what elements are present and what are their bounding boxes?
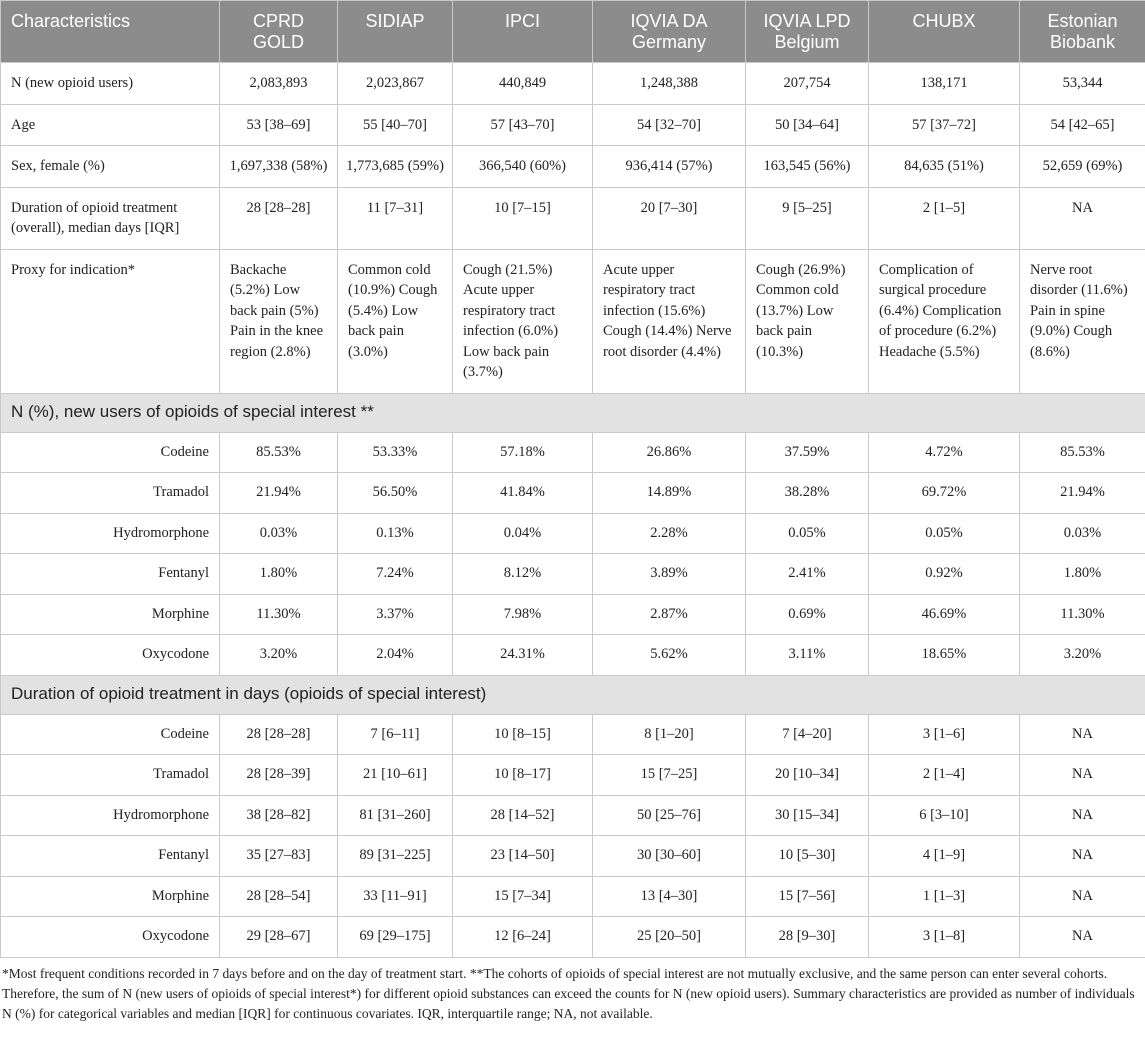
table-cell: 1,248,388: [593, 63, 746, 105]
table-cell: 38 [28–82]: [220, 795, 338, 836]
table-cell: 28 [28–39]: [220, 755, 338, 796]
table-cell: 7.98%: [453, 594, 593, 635]
row-label: Sex, female (%): [1, 146, 220, 188]
table-cell: 56.50%: [338, 473, 453, 514]
row-label: Codeine: [1, 432, 220, 473]
table-cell: 3.37%: [338, 594, 453, 635]
table-cell: 1.80%: [220, 554, 338, 595]
table-row: [1, 187, 1145, 249]
table-cell: 18.65%: [869, 635, 1020, 676]
table-cell: 52,659 (69%): [1020, 146, 1145, 188]
table-cell: 1.80%: [1020, 554, 1145, 595]
table-row-proxy-indication: [1, 249, 1145, 393]
table-cell: NA: [1020, 836, 1145, 877]
header-iqvia-lpd-belgium: IQVIA LPD Belgium: [746, 1, 869, 63]
table-cell: Acute upper respiratory tract infection (15.6%) Cough (14.4%) Nerve root disorder (4.4%): [593, 249, 746, 393]
table-cell: 57 [43–70]: [453, 104, 593, 146]
row-label: Proxy for indication*: [1, 249, 220, 393]
table-cell: 11.30%: [1020, 594, 1145, 635]
section-title: Duration of opioid treatment in days (opioids of special interest): [1, 675, 1145, 714]
table-cell: 2.28%: [593, 513, 746, 554]
table-cell: Cough (21.5%) Acute upper respiratory tract infection (6.0%) Low back pain (3.7%): [453, 249, 593, 393]
table-cell: Complication of surgical procedure (6.4%) Complication of procedure (6.2%) Headache (5.5%): [869, 249, 1020, 393]
table-cell: 14.89%: [593, 473, 746, 514]
table-cell: 85.53%: [220, 432, 338, 473]
table-cell: 3 [1–6]: [869, 714, 1020, 755]
table-cell: 440,849: [453, 63, 593, 105]
table-cell: 138,171: [869, 63, 1020, 105]
table-cell: 30 [15–34]: [746, 795, 869, 836]
table-cell: Common cold (10.9%) Cough (5.4%) Low back pain (3.0%): [338, 249, 453, 393]
table-cell: 4.72%: [869, 432, 1020, 473]
header-chubx: CHUBX: [869, 1, 1020, 63]
row-label: Oxycodone: [1, 917, 220, 958]
table-cell: 1,773,685 (59%): [338, 146, 453, 188]
table-cell: 4 [1–9]: [869, 836, 1020, 877]
row-label: Age: [1, 104, 220, 146]
table-cell: 0.04%: [453, 513, 593, 554]
row-label: Tramadol: [1, 473, 220, 514]
row-label: Oxycodone: [1, 635, 220, 676]
table-cell: NA: [1020, 187, 1145, 249]
table-cell: 38.28%: [746, 473, 869, 514]
row-label: Morphine: [1, 594, 220, 635]
table-row: [1, 836, 1145, 877]
table-row: [1, 146, 1145, 188]
table-cell: 69 [29–175]: [338, 917, 453, 958]
table-cell: 20 [7–30]: [593, 187, 746, 249]
table-cell: 50 [34–64]: [746, 104, 869, 146]
table-cell: 21.94%: [220, 473, 338, 514]
table-cell: Backache (5.2%) Low back pain (5%) Pain in the knee region (2.8%): [220, 249, 338, 393]
table-cell: 7.24%: [338, 554, 453, 595]
table-cell: 10 [7–15]: [453, 187, 593, 249]
table-cell: 163,545 (56%): [746, 146, 869, 188]
header-row: [1, 1, 1145, 63]
table-cell: 53.33%: [338, 432, 453, 473]
table-cell: 936,414 (57%): [593, 146, 746, 188]
table-cell: 81 [31–260]: [338, 795, 453, 836]
table-cell: 8 [1–20]: [593, 714, 746, 755]
table-cell: 69.72%: [869, 473, 1020, 514]
table-cell: 3.20%: [220, 635, 338, 676]
table-cell: 33 [11–91]: [338, 876, 453, 917]
table-cell: 57.18%: [453, 432, 593, 473]
table-cell: 3.20%: [1020, 635, 1145, 676]
table-cell: 85.53%: [1020, 432, 1145, 473]
table-row: [1, 917, 1145, 958]
table-cell: 15 [7–25]: [593, 755, 746, 796]
table-cell: 1 [1–3]: [869, 876, 1020, 917]
table-row: [1, 513, 1145, 554]
row-label: Hydromorphone: [1, 513, 220, 554]
row-label: Hydromorphone: [1, 795, 220, 836]
table-cell: 2,023,867: [338, 63, 453, 105]
table-cell: Cough (26.9%) Common cold (13.7%) Low back pain (10.3%): [746, 249, 869, 393]
table-row: [1, 795, 1145, 836]
table-cell: 1,697,338 (58%): [220, 146, 338, 188]
table-cell: 366,540 (60%): [453, 146, 593, 188]
table-cell: 21.94%: [1020, 473, 1145, 514]
table-cell: NA: [1020, 917, 1145, 958]
table-cell: 57 [37–72]: [869, 104, 1020, 146]
table-cell: 28 [9–30]: [746, 917, 869, 958]
table-cell: 25 [20–50]: [593, 917, 746, 958]
table-cell: 53 [38–69]: [220, 104, 338, 146]
table-cell: 37.59%: [746, 432, 869, 473]
table-cell: 41.84%: [453, 473, 593, 514]
table-row: [1, 755, 1145, 796]
table-cell: 15 [7–56]: [746, 876, 869, 917]
table-cell: 10 [8–17]: [453, 755, 593, 796]
table-cell: 0.13%: [338, 513, 453, 554]
row-label: Fentanyl: [1, 554, 220, 595]
table-cell: 2 [1–5]: [869, 187, 1020, 249]
table-row: [1, 432, 1145, 473]
table-cell: 3.89%: [593, 554, 746, 595]
table-row: [1, 554, 1145, 595]
table-cell: Nerve root disorder (11.6%) Pain in spine (9.0%) Cough (8.6%): [1020, 249, 1145, 393]
table-cell: 46.69%: [869, 594, 1020, 635]
table-cell: 54 [32–70]: [593, 104, 746, 146]
table-cell: 10 [8–15]: [453, 714, 593, 755]
table-cell: 29 [28–67]: [220, 917, 338, 958]
table-cell: 20 [10–34]: [746, 755, 869, 796]
table-cell: 0.05%: [869, 513, 1020, 554]
row-label: Fentanyl: [1, 836, 220, 877]
table-cell: 207,754: [746, 63, 869, 105]
table-cell: 9 [5–25]: [746, 187, 869, 249]
table-cell: 5.62%: [593, 635, 746, 676]
table-cell: 26.86%: [593, 432, 746, 473]
table-cell: 24.31%: [453, 635, 593, 676]
row-label: N (new opioid users): [1, 63, 220, 105]
header-iqvia-da-germany: IQVIA DA Germany: [593, 1, 746, 63]
table-cell: 84,635 (51%): [869, 146, 1020, 188]
table-cell: 53,344: [1020, 63, 1145, 105]
section-title: N (%), new users of opioids of special interest **: [1, 393, 1145, 432]
row-label: Tramadol: [1, 755, 220, 796]
header-characteristics: Characteristics: [1, 1, 220, 63]
table-cell: 11 [7–31]: [338, 187, 453, 249]
table-cell: 35 [27–83]: [220, 836, 338, 877]
table-cell: NA: [1020, 795, 1145, 836]
table-cell: 21 [10–61]: [338, 755, 453, 796]
row-label: Codeine: [1, 714, 220, 755]
table-footnote: *Most frequent conditions recorded in 7 days before and on the day of treatment start. **The cohorts of opioids of special interest are not mutually exclusive, and the same person can enter several cohorts. Therefore, the sum of N (new users of opioids of special interest*) for different opioid substances can exceed the counts for N (new opioid users). Summary characteristics are provided as number of individuals N (%) for categorical variables and median [IQR] for continuous covariates. IQR, interquartile range; NA, not available.: [2, 965, 1135, 1021]
table-cell: 7 [6–11]: [338, 714, 453, 755]
header-sidiap: SIDIAP: [338, 1, 453, 63]
table-cell: NA: [1020, 876, 1145, 917]
table-cell: 28 [28–54]: [220, 876, 338, 917]
table-cell: 13 [4–30]: [593, 876, 746, 917]
table-cell: 12 [6–24]: [453, 917, 593, 958]
section-header-row: [1, 675, 1145, 714]
table-cell: 7 [4–20]: [746, 714, 869, 755]
section-header-row: [1, 393, 1145, 432]
header-cprd-gold: CPRD GOLD: [220, 1, 338, 63]
header-estonian-biobank: Estonian Biobank: [1020, 1, 1145, 63]
table-cell: 28 [14–52]: [453, 795, 593, 836]
table-row: [1, 473, 1145, 514]
table-cell: 89 [31–225]: [338, 836, 453, 877]
table-cell: 0.05%: [746, 513, 869, 554]
table-cell: 3.11%: [746, 635, 869, 676]
table-cell: 8.12%: [453, 554, 593, 595]
table-cell: 10 [5–30]: [746, 836, 869, 877]
table-cell: 0.03%: [220, 513, 338, 554]
table-cell: 23 [14–50]: [453, 836, 593, 877]
table-cell: 28 [28–28]: [220, 187, 338, 249]
table-row: [1, 594, 1145, 635]
table-row: [1, 635, 1145, 676]
table-cell: 50 [25–76]: [593, 795, 746, 836]
table-cell: 15 [7–34]: [453, 876, 593, 917]
table-cell: 54 [42–65]: [1020, 104, 1145, 146]
table-cell: NA: [1020, 755, 1145, 796]
table-cell: 11.30%: [220, 594, 338, 635]
table-cell: 28 [28–28]: [220, 714, 338, 755]
table-cell: 55 [40–70]: [338, 104, 453, 146]
table-cell: 2,083,893: [220, 63, 338, 105]
row-label: Duration of opioid treatment (overall), median days [IQR]: [1, 187, 220, 249]
table-row: [1, 104, 1145, 146]
table-row: [1, 876, 1145, 917]
table-cell: 2.04%: [338, 635, 453, 676]
table-cell: NA: [1020, 714, 1145, 755]
table-cell: 0.03%: [1020, 513, 1145, 554]
table-cell: 0.92%: [869, 554, 1020, 595]
table-cell: 2.41%: [746, 554, 869, 595]
table-row: [1, 714, 1145, 755]
table-cell: 2 [1–4]: [869, 755, 1020, 796]
row-label: Morphine: [1, 876, 220, 917]
table-cell: 0.69%: [746, 594, 869, 635]
table-cell: 2.87%: [593, 594, 746, 635]
table-row: [1, 63, 1145, 105]
table-cell: 3 [1–8]: [869, 917, 1020, 958]
table-cell: 30 [30–60]: [593, 836, 746, 877]
header-ipci: IPCI: [453, 1, 593, 63]
table-cell: 6 [3–10]: [869, 795, 1020, 836]
